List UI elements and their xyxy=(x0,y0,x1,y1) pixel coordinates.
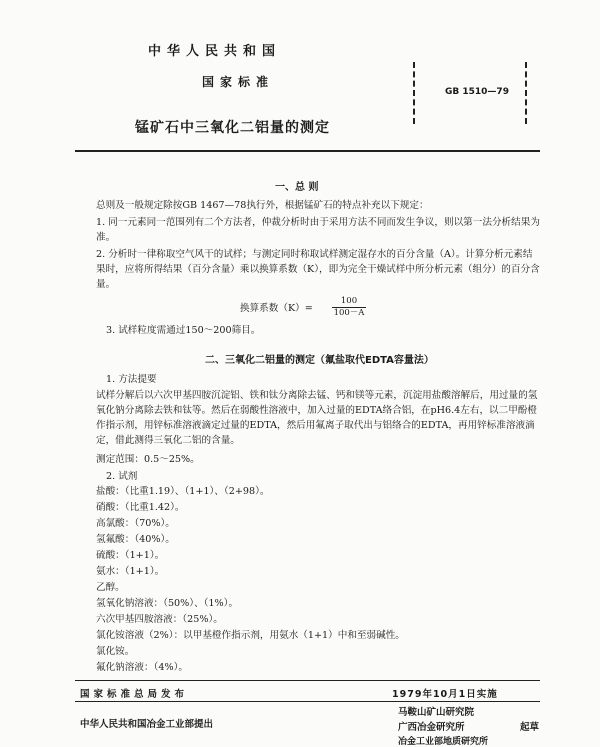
reagent-item: 六次甲基四胺溶液：（25%）。 xyxy=(96,614,223,625)
conversion-formula xyxy=(240,296,365,318)
method-summary-heading: 1. 方法提要 xyxy=(106,374,157,385)
drafter-2: 广西冶金研究所 xyxy=(398,722,465,733)
reagent-item: 氢氧化钠溶液：（50%）、（1%）。 xyxy=(96,598,239,609)
issuer: 国家标准总局发布 xyxy=(80,689,189,700)
reagents-heading: 2. 试剂 xyxy=(106,471,138,482)
reagent-item: 氨水：（1+1）。 xyxy=(96,566,165,577)
reagent-item: 氯化铵溶液（2%）：以甲基橙作指示剂，用氨水（1+1）中和至弱碱性。 xyxy=(96,630,405,641)
reagent-item: 氢氟酸：（40%）。 xyxy=(96,534,175,545)
header-divider xyxy=(75,150,540,152)
footer-top-rule xyxy=(75,680,540,681)
document-title: 锰矿石中三氧化二铝量的测定 xyxy=(135,120,330,136)
section2-heading: 二、三氧化二铝量的测定（氟盐取代EDTA容量法） xyxy=(205,355,434,366)
general-item-3: 3. 试样粒度需通过150～200筛目。 xyxy=(106,325,261,336)
reagent-item: 硝酸：（比重1.42）。 xyxy=(96,502,185,513)
method-summary-text: 试样分解后以六次甲基四胺沉淀铝、铁和钛分离除去锰、钙和镁等元素，沉淀用盐酸溶解后，用过量的氢氧化钠分离除去铁和钛等。然后在弱酸性溶液中，加入过量的EDTA络合铝，在pH6.4左右，以二甲酚橙作指示剂，用锌标准溶液滴定过量的EDTA，然后用氟离子取代出与铝络合的EDTA，再用锌标准溶液滴定，借此测得三氧化二铝的含量。 xyxy=(96,390,538,446)
measurement-range: 测定范围：0.5～25%。 xyxy=(96,454,200,465)
standard-type: 国家标准 xyxy=(202,75,275,89)
general-intro: 总则及一般规定除按GB 1467—78执行外，根据锰矿石的特点补充以下规定： xyxy=(96,200,429,211)
reagent-item: 氟化钠溶液：（4%）。 xyxy=(96,662,188,673)
implementation-date: 1979年10月1日实施 xyxy=(392,689,498,700)
general-item-1: 1. 同一元素同一范围列有二个方法者，仲裁分析时由于采用方法不同而发生争议，则以第一法分析结果为准。 xyxy=(96,217,540,243)
reagent-item: 硫酸：（1+1）。 xyxy=(96,550,165,561)
drafter-role: 起草 xyxy=(520,722,540,733)
formula-numerator: 100 xyxy=(332,296,366,308)
reagent-item: 乙醇。 xyxy=(96,582,125,593)
country-name: 中华人民共和国 xyxy=(148,44,282,59)
formula-denominator: 100－A xyxy=(333,308,365,318)
drafter-1: 马鞍山矿山研究院 xyxy=(398,707,475,718)
general-item-2: 2. 分析时一律称取空气风干的试样；与测定同时称取试样测定湿存水的百分含量（A）。计算分析元素结果时，应将所得结果（百分含量）乘以换算系数（K），即为完全干燥试样中所分析元素（组分）的百分含量。 xyxy=(96,249,540,290)
reagent-item: 盐酸：（比重1.19）、（1+1）、（2+98）。 xyxy=(96,486,270,497)
section1-heading: 一、总 则 xyxy=(275,182,319,193)
standard-code: GB 1510—79 xyxy=(445,87,509,97)
formula-fraction xyxy=(332,296,366,319)
drafter-3: 冶金工业部地质研究所 xyxy=(398,737,489,747)
reagent-item: 高氯酸：（70%）。 xyxy=(96,518,175,529)
proposer: 中华人民共和国冶金工业部提出 xyxy=(80,719,214,730)
reagent-item: 氯化铵。 xyxy=(96,646,135,657)
formula-label: 换算系数（K）= xyxy=(240,303,313,314)
footer-mid-rule xyxy=(75,701,540,702)
standard-code-box xyxy=(413,62,527,124)
